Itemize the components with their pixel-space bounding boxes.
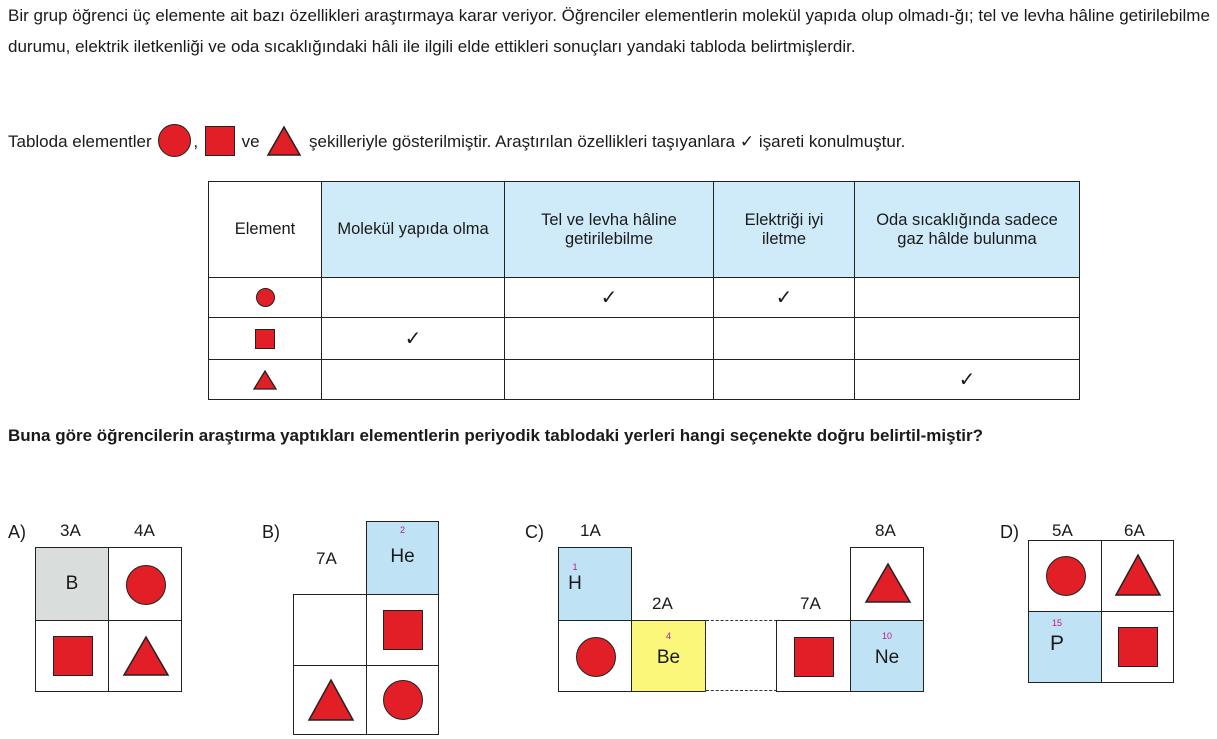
- header-molecular: Molekül yapıda olma: [322, 182, 505, 278]
- element-symbol: Be: [656, 647, 681, 668]
- triangle-icon: [864, 562, 912, 604]
- cell-circle: [366, 665, 439, 735]
- legend-ve: ve: [241, 132, 260, 151]
- atomic-number: 10: [881, 631, 892, 641]
- square-shape-icon: [205, 126, 235, 156]
- square-icon: [255, 329, 275, 349]
- cell-phosphorus: [1028, 611, 1102, 683]
- header-element: Element: [209, 182, 322, 278]
- circle-shape-icon: [158, 124, 191, 157]
- table-cell: [322, 278, 505, 318]
- atomic-number: 1: [572, 562, 578, 572]
- row-triangle-symbol: [209, 360, 322, 400]
- triangle-icon: [122, 635, 170, 677]
- question-text: Buna göre öğrencilerin araştırma yaptıkları elementlerin periyodik tablodaki yerleri hangi seçenekte doğru belirtil-miştir?: [8, 426, 983, 445]
- group-label: 2A: [652, 594, 673, 613]
- atomic-number: 2: [399, 525, 405, 535]
- cell-empty: [293, 594, 367, 666]
- legend-comma: ,: [193, 132, 199, 151]
- table-cell: [855, 318, 1080, 360]
- legend-text-a: Tabloda elementler: [8, 132, 152, 151]
- table-cell: [855, 278, 1080, 318]
- table-cell: [714, 360, 855, 400]
- group-label: 5A: [1052, 521, 1073, 540]
- cell-triangle: [850, 547, 924, 621]
- square-icon: [53, 636, 93, 676]
- table-cell: ✓: [322, 318, 505, 360]
- circle-icon: [1046, 556, 1086, 596]
- element-symbol: P: [1049, 632, 1064, 655]
- group-label: 4A: [134, 521, 155, 540]
- cell-circle: [108, 547, 182, 621]
- row-circle-symbol: [209, 278, 322, 318]
- circle-icon: [126, 565, 166, 605]
- header-malleable: Tel ve levha hâline getirilebilme: [505, 182, 714, 278]
- table-cell: [714, 318, 855, 360]
- cell-helium: [366, 521, 439, 595]
- properties-table: [208, 181, 1080, 400]
- check-mark-icon: ✓: [739, 132, 755, 151]
- dashed-gap-top: [706, 620, 777, 621]
- group-label: 1A: [580, 521, 601, 540]
- element-symbol: B: [65, 573, 79, 594]
- circle-icon: [383, 680, 423, 720]
- table-cell: ✓: [855, 360, 1080, 400]
- cell-boron: [35, 547, 109, 621]
- cell-square: [35, 620, 109, 692]
- intro-paragraph: Bir grup öğrenci üç elemente ait bazı özellikleri araştırmaya karar veriyor. Öğrenciler elementlerin molekül yapıda olup olmadı-ğı; tel ve levha hâline getirilebilme durumu, elektrik iletkenliği ve oda sıcaklığındaki hâli ile ilgili elde ettikleri sonuçları yandaki tabloda belirtmişlerdir.: [8, 6, 1210, 56]
- atomic-number: 4: [665, 631, 671, 641]
- cell-beryllium: [631, 620, 706, 692]
- atomic-number: 15: [1051, 618, 1062, 628]
- cell-triangle: [1101, 540, 1174, 612]
- square-icon: [794, 637, 834, 677]
- group-label: 8A: [875, 521, 896, 540]
- table-row: [209, 360, 1080, 400]
- legend-text-c: işareti konulmuştur.: [758, 132, 906, 151]
- cell-hydrogen: [558, 547, 632, 621]
- table-cell: [505, 318, 714, 360]
- triangle-shape-icon: [266, 125, 302, 157]
- option-b-label[interactable]: B): [262, 522, 280, 542]
- square-icon: [383, 610, 423, 650]
- legend-line: [8, 126, 1213, 159]
- cell-triangle: [293, 665, 367, 735]
- group-label: 7A: [316, 549, 337, 568]
- table-cell: ✓: [505, 278, 714, 318]
- dashed-gap-left: [705, 620, 706, 692]
- cell-square: [366, 594, 439, 666]
- table-row: [209, 278, 1080, 318]
- row-square-symbol: [209, 318, 322, 360]
- element-symbol: H: [568, 573, 582, 594]
- table-row: [209, 318, 1080, 360]
- legend-text-b: şekilleriyle gösterilmiştir. Araştırılan özellikleri taşıyanlara: [309, 132, 736, 151]
- table-cell: ✓: [714, 278, 855, 318]
- header-gas: Oda sıcaklığında sadece gaz hâlde bulunma: [855, 182, 1080, 278]
- circle-icon: [576, 637, 616, 677]
- triangle-icon: [307, 678, 355, 722]
- header-conductive: Elektriği iyi iletme: [714, 182, 855, 278]
- cell-square: [1101, 611, 1174, 683]
- option-a-label[interactable]: A): [8, 522, 26, 542]
- cell-neon: [850, 620, 924, 692]
- cell-circle: [558, 620, 632, 692]
- group-label: 7A: [800, 594, 821, 613]
- option-d-label[interactable]: D): [1000, 522, 1019, 542]
- circle-icon: [256, 288, 275, 307]
- group-label: 6A: [1124, 521, 1145, 540]
- group-label: 3A: [60, 521, 81, 540]
- cell-circle: [1028, 540, 1102, 612]
- cell-square: [776, 620, 851, 692]
- triangle-icon: [1114, 553, 1162, 597]
- table-header-row: [209, 182, 1080, 278]
- option-c-label[interactable]: C): [525, 522, 544, 542]
- table-cell: [322, 360, 505, 400]
- dashed-gap-bottom: [706, 690, 777, 691]
- square-icon: [1118, 627, 1158, 667]
- cell-triangle: [108, 620, 182, 692]
- triangle-icon: [253, 370, 277, 390]
- element-symbol: He: [390, 546, 415, 567]
- element-symbol: Ne: [874, 647, 900, 668]
- table-cell: [505, 360, 714, 400]
